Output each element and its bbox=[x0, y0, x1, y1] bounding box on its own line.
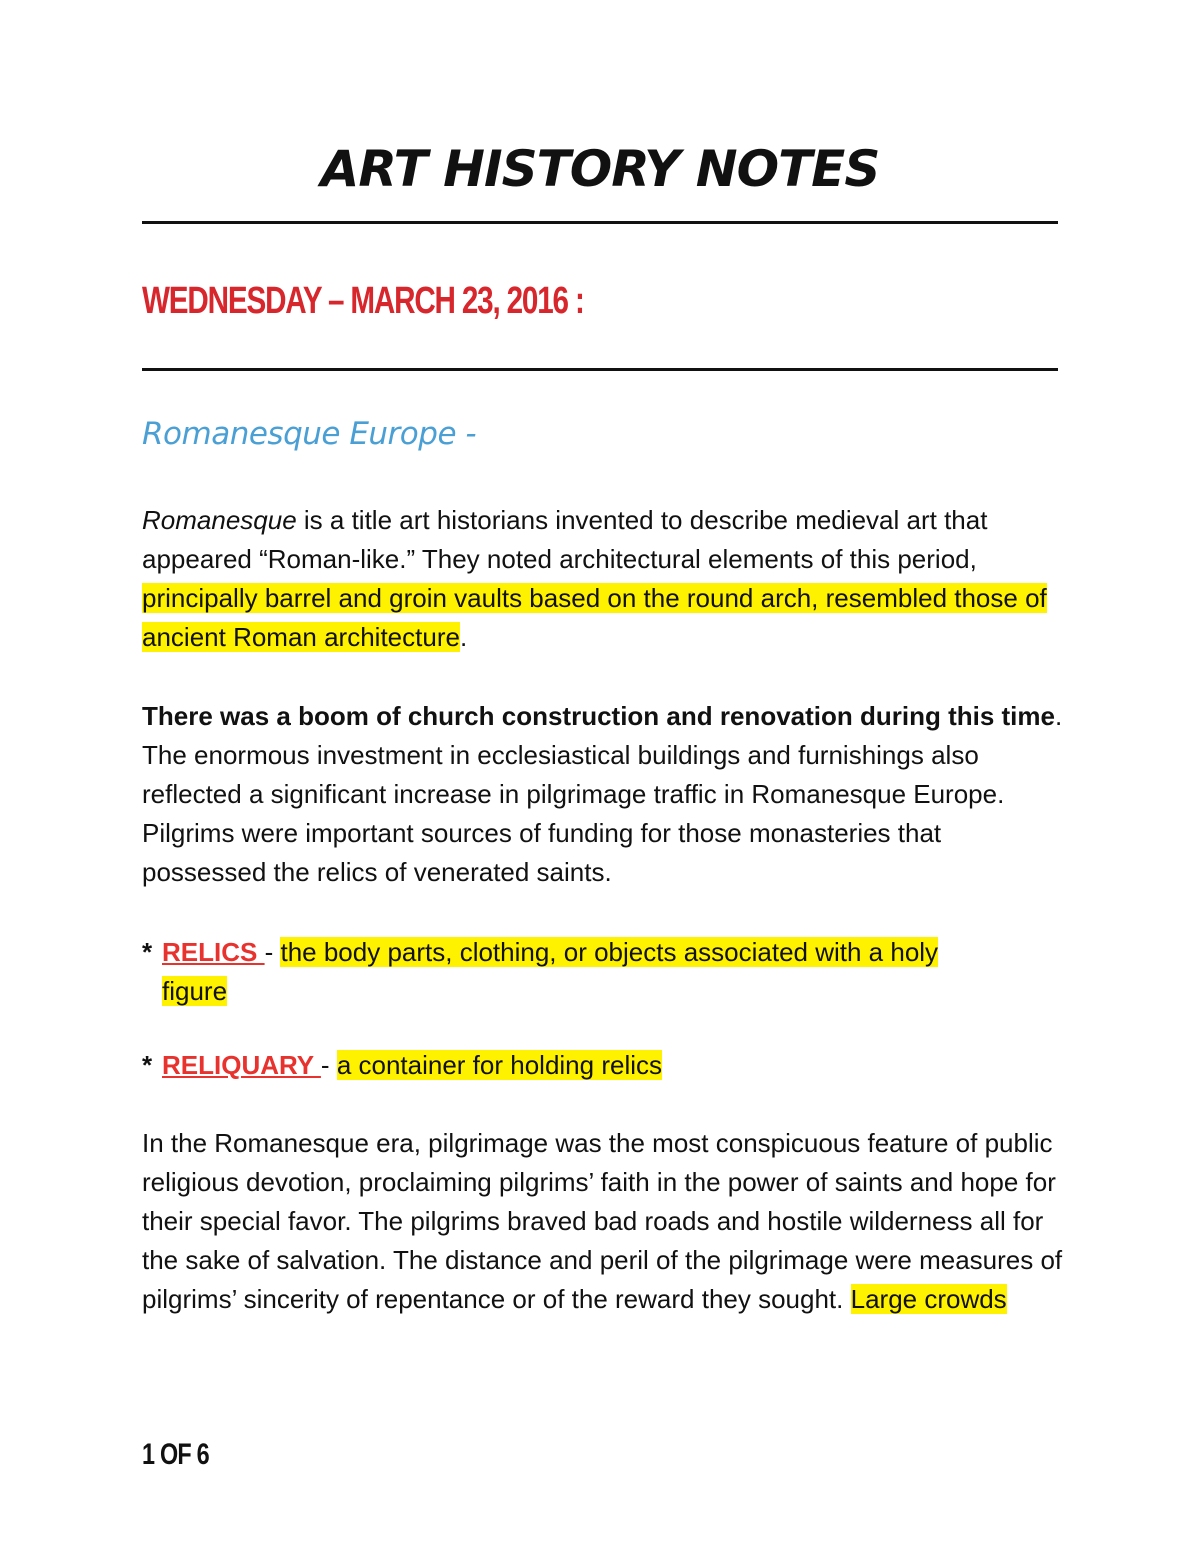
paragraph-text-end: . bbox=[459, 622, 468, 652]
paragraph-text: is a title art historians invented to describe medieval art that appeared “Roman-like.” They noted architectural elements of this period, bbox=[142, 505, 988, 574]
date-heading: WEDNESDAY – MARCH 23, 2016 : bbox=[142, 280, 584, 322]
bullet-marker: * bbox=[142, 1050, 153, 1080]
definition-text: a container for holding relics bbox=[336, 1050, 662, 1080]
definition-separator: - bbox=[320, 1050, 337, 1080]
bottom-divider bbox=[142, 368, 1058, 371]
paragraph-text: In the Romanesque era, pilgrimage was the most conspicuous feature of public religious devotion, proclaiming pilgrims’ faith in the power of saints and hope for their special favor. The pilgrims braved bad roads and hostile wilderness all for the sake of salvation. The distance and peril of the pilgrimage were measures of pilgrims’ sincerity of repentance or of the reward they sought. bbox=[142, 1128, 1063, 1314]
page-number: 1 OF 6 bbox=[142, 1438, 209, 1471]
definition-separator: - bbox=[264, 937, 281, 967]
highlighted-text: principally barrel and groin vaults based on the round arch, resembled those of ancient Roman architecture bbox=[142, 583, 1047, 652]
paragraph-pilgrimage bbox=[142, 1124, 1072, 1319]
paragraph-text: . The enormous investment in ecclesiastical buildings and furnishings also reflected a significant increase in pilgrimage traffic in Romanesque Europe. Pilgrims were important sources of funding for those monasteries that possessed the relics of venerated saints. bbox=[142, 701, 1063, 887]
definition-item-relics bbox=[142, 933, 1042, 1011]
page-title: ART HISTORY NOTES bbox=[320, 140, 880, 198]
definition-indent bbox=[142, 972, 227, 1011]
definition-term: RELIQUARY bbox=[162, 1050, 321, 1080]
bullet-marker: * bbox=[142, 937, 153, 967]
definition-text: the body parts, clothing, or objects associated with a holy bbox=[280, 937, 939, 967]
definition-term: RELICS bbox=[162, 937, 265, 967]
bold-lead-sentence: There was a boom of church construction and renovation during this time bbox=[142, 701, 1055, 731]
term-romanesque: Romanesque bbox=[142, 505, 297, 535]
definition-item-reliquary bbox=[142, 1046, 1042, 1085]
highlighted-text: Large crowds bbox=[850, 1284, 1007, 1314]
paragraph-romanesque-definition bbox=[142, 501, 1072, 657]
top-divider bbox=[142, 221, 1058, 224]
paragraph-church-construction bbox=[142, 697, 1072, 892]
definition-text-continued: figure bbox=[162, 976, 228, 1006]
section-heading: Romanesque Europe - bbox=[142, 416, 477, 452]
